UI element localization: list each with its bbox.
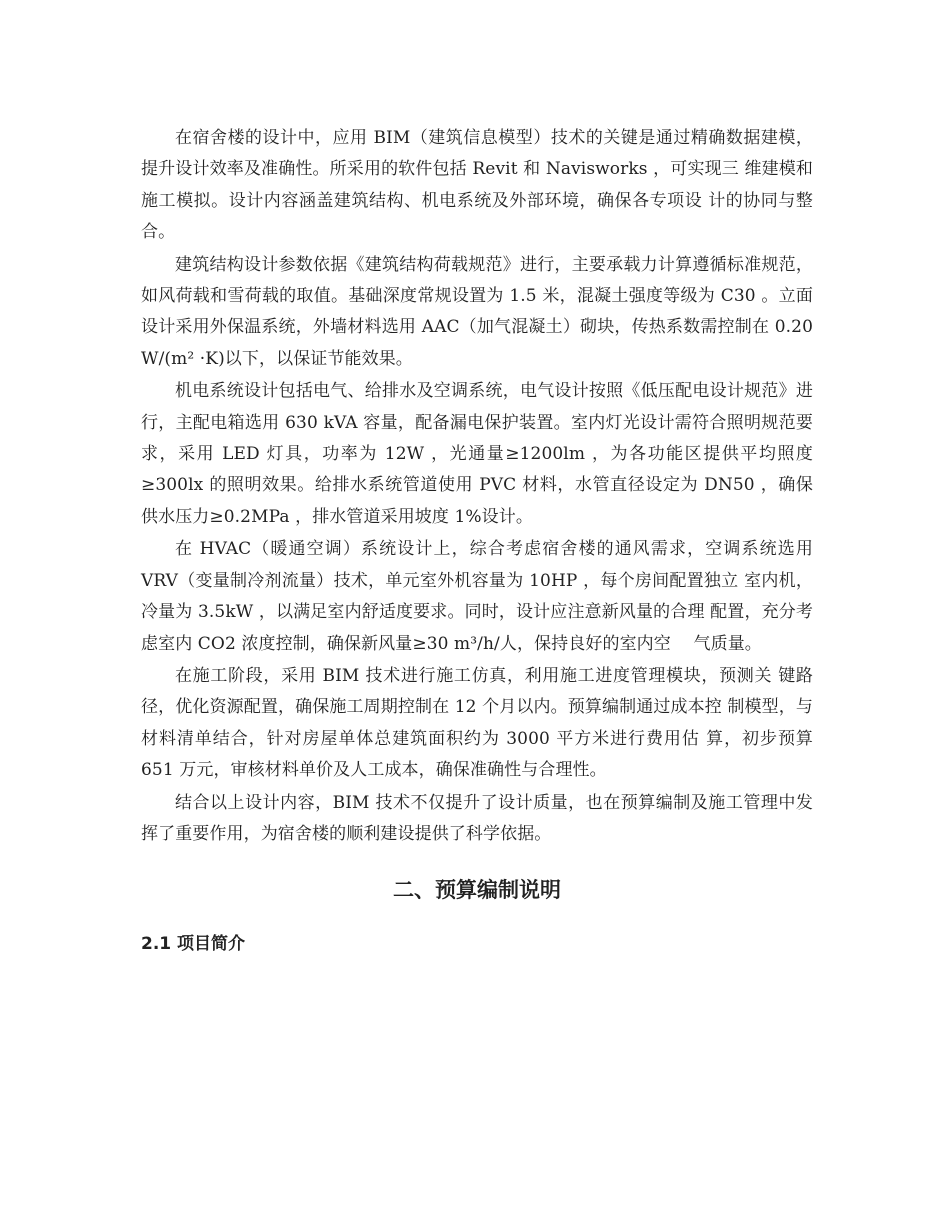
paragraph-construction-budget: 在施工阶段，采用 BIM 技术进行施工仿真，利用施工进度管理模块，预测关 键路径，优化资源配置，确保施工周期控制在 12 个月以内。预算编制通过成本控 制模型，与材料清单结合，针对房屋单体总建筑面积约为 3000 平方米进行费用估 算，初步预算 651 万元，审核材料单价及人工成本，确保准确性与合理性。: [141, 665, 813, 781]
section-title: 二、预算编制说明: [393, 878, 561, 903]
document-body: [141, 123, 813, 957]
paragraph-mep-design: 机电系统设计包括电气、给排水及空调系统，电气设计按照《低压配电设计规范》进行，主配电箱选用 630 kVA 容量，配备漏电保护装置。室内灯光设计需符合照明规范要求，采用 LED 灯具，功率为 12W ，光通量≥1200lm ，为各功能区提供平均照度≥300lx 的照明效果。给排水系统管道使用 PVC 材料，水管直径设定为 DN50 ，确保供水压力≥0.2MPa ，排水管道采用坡度 1%设计。: [141, 381, 813, 527]
paragraph-conclusion: 结合以上设计内容，BIM 技术不仅提升了设计质量，也在预算编制及施工管理中发挥了重要作用，为宿舍楼的顺利建设提供了科学依据。: [141, 792, 813, 844]
paragraph-bim-overview: 在宿舍楼的设计中，应用 BIM（建筑信息模型）技术的关键是通过精确数据建模，提升设计效率及准确性。所采用的软件包括 Revit 和 Navisworks ，可实现三 维建模和施工模拟。设计内容涵盖建筑结构、机电系统及外部环境，确保各专项设 计的协同与整合。: [141, 128, 813, 243]
subsection-title: 2.1 项目简介: [141, 934, 246, 955]
paragraph-structure-design: 建筑结构设计参数依据《建筑结构荷载规范》进行，主要承载力计算遵循标准规范，如风荷载和雪荷载的取值。基础深度常规设置为 1.5 米，混凝土强度等级为 C30 。立面设计采用外保温系统，外墙材料选用 AAC（加气混凝土）砌块，传热系数需控制在 0.20 W/(m² ·K)以下，以保证节能效果。: [141, 254, 813, 369]
paragraph-hvac-design: 在 HVAC（暖通空调）系统设计上，综合考虑宿舍楼的通风需求，空调系统选用 VRV（变量制冷剂流量）技术，单元室外机容量为 10HP ，每个房间配置独立 室内机，冷量为 3.5kW ，以满足室内舒适度要求。同时，设计应注意新风量的合理 配置，充分考虑室内 CO2 浓度控制，确保新风量≥30 m³/h/人，保持良好的室内空 气质量。: [141, 539, 813, 654]
